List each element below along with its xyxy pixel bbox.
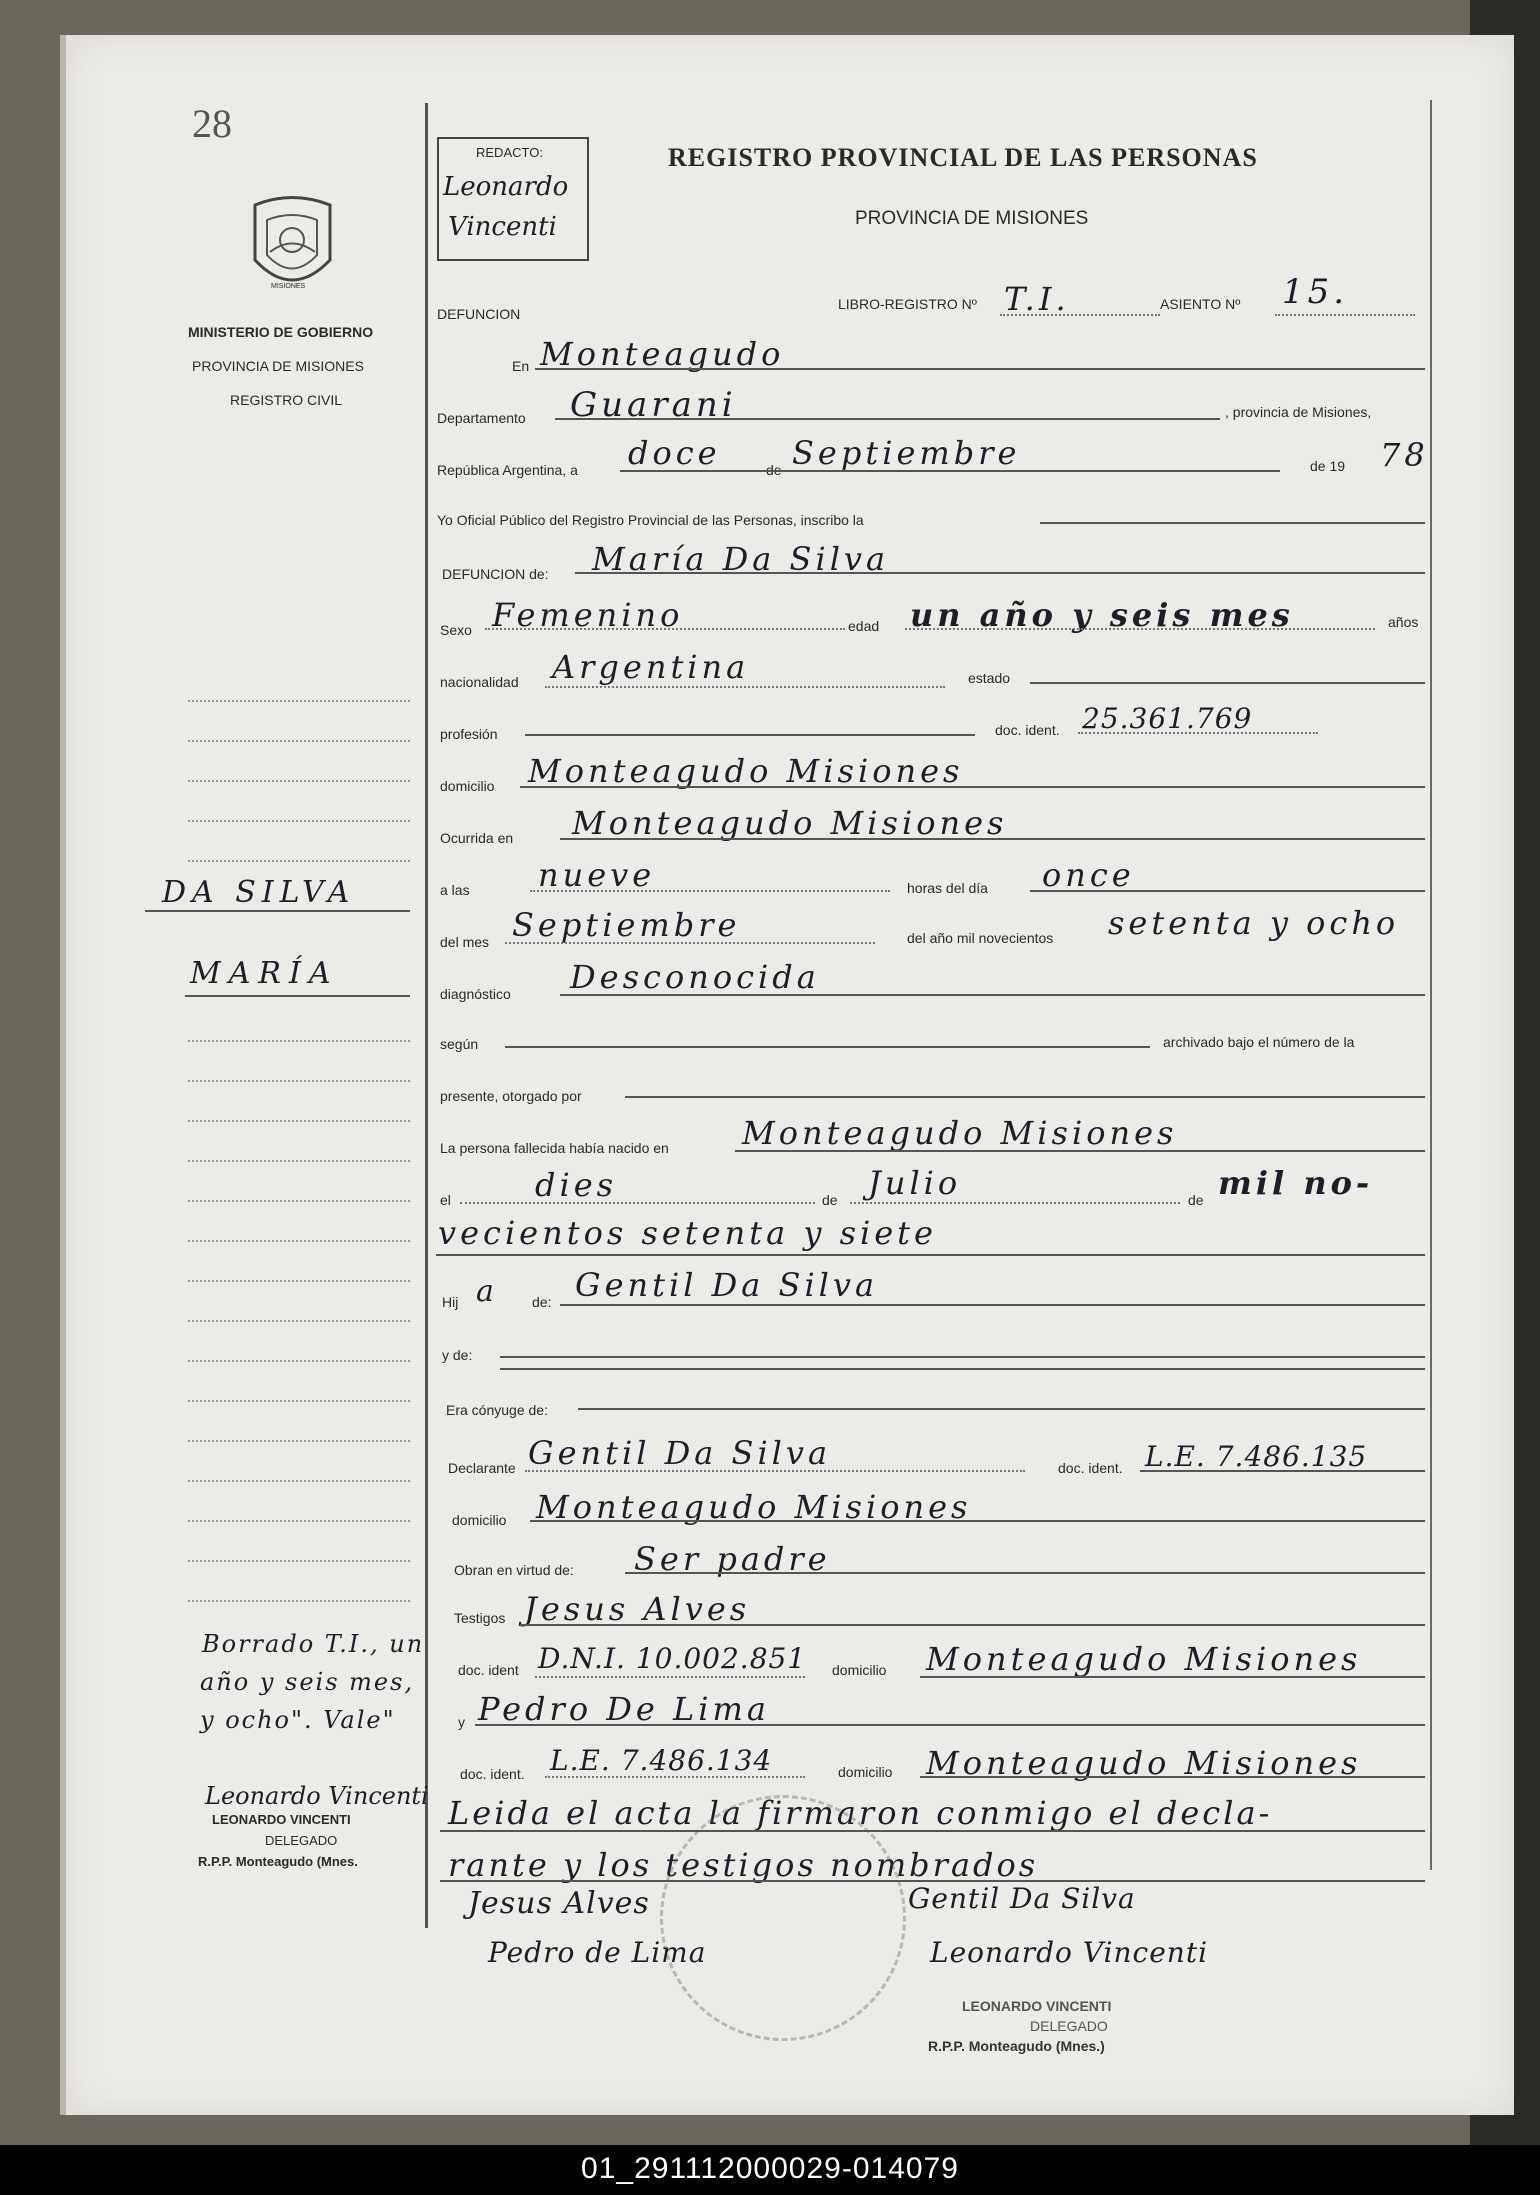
margin-surname-line <box>145 910 410 912</box>
declarante-doc-value: L.E. 7.486.135 <box>1145 1440 1368 1473</box>
segun-label: según <box>440 1036 479 1052</box>
en-line <box>535 368 1425 370</box>
segun-line <box>505 1046 1150 1048</box>
nacido-line <box>735 1150 1425 1152</box>
hij-suffix: a <box>476 1274 498 1309</box>
record-type: DEFUNCION <box>437 306 521 322</box>
margin-rule <box>188 1200 410 1202</box>
domicilio-line <box>520 786 1425 788</box>
margin-rule <box>188 1360 410 1362</box>
departamento-value: Guarani <box>570 385 737 425</box>
declarante-doc-label: doc. ident. <box>1058 1460 1123 1476</box>
margin-rule <box>188 1520 410 1522</box>
margin-stamp-1: LEONARDO VINCENTI <box>212 1812 351 1827</box>
defuncion-line <box>575 572 1425 574</box>
del-mes-label: del mes <box>440 934 490 950</box>
hij-label: Hij <box>442 1294 459 1310</box>
edad-label: edad <box>848 618 880 634</box>
doc-ident-line <box>1078 732 1318 734</box>
margin-stamp-2: DELEGADO <box>265 1833 338 1848</box>
margin-rule <box>188 1480 410 1482</box>
testigos-line <box>520 1624 1425 1626</box>
domicilio-label: domicilio <box>440 778 495 794</box>
y-de-line <box>500 1356 1425 1358</box>
redacto-name-1: Leonardo <box>443 172 569 202</box>
margin-rule <box>188 1080 410 1082</box>
domicilio2-value: Monteagudo Misiones <box>536 1488 972 1526</box>
t2-line <box>475 1724 1425 1726</box>
margin-rule <box>188 1240 410 1242</box>
del-mes-value: Septiembre <box>512 906 741 944</box>
conyuge-line <box>578 1408 1425 1410</box>
el-line <box>460 1202 815 1204</box>
oficial-line <box>1040 522 1425 524</box>
de3-label: de <box>1188 1192 1204 1208</box>
closing-underline-1 <box>440 1830 1425 1832</box>
a-las-line <box>530 890 890 892</box>
ministry-registry: REGISTRO CIVIL <box>230 392 343 408</box>
margin-rule <box>188 1120 410 1122</box>
margin-correction-1: Borrado T.I., un <box>202 1630 425 1658</box>
year-label: de 19 <box>1310 458 1346 474</box>
margin-rule <box>188 1160 410 1162</box>
en-value: Monteagudo <box>540 335 785 373</box>
de2-value: Julio <box>868 1164 962 1202</box>
margin-rule <box>188 1040 410 1042</box>
archivado-label: archivado bajo el número de la <box>1163 1034 1355 1050</box>
t1-doc-line <box>535 1676 805 1678</box>
presente-label: presente, otorgado por <box>440 1088 582 1104</box>
t1-doc-label: doc. ident <box>458 1662 519 1678</box>
nacionalidad-line <box>545 686 945 688</box>
declarante-value: Gentil Da Silva <box>528 1434 832 1472</box>
continuation-value: vecientos setenta y siete <box>438 1214 937 1252</box>
margin-signature: Leonardo Vincenti <box>205 1782 429 1810</box>
t2-dom-label: domicilio <box>838 1764 893 1780</box>
departamento-label: Departamento <box>437 410 526 426</box>
diagnostico-value: Desconocida <box>570 958 820 996</box>
t2-dom-value: Monteagudo Misiones <box>926 1744 1362 1782</box>
margin-divider <box>425 103 428 1928</box>
obran-value: Ser padre <box>634 1540 831 1578</box>
a-las-label: a las <box>440 882 470 898</box>
conyuge-label: Era cónyuge de: <box>446 1402 548 1418</box>
ocurrida-label: Ocurrida en <box>440 830 514 846</box>
asiento-label: ASIENTO Nº <box>1160 296 1241 312</box>
redacto-label: REDACTO: <box>476 145 543 160</box>
nacionalidad-label: nacionalidad <box>440 674 519 690</box>
seal-text: MISIONES <box>271 283 306 290</box>
mes-value: Septiembre <box>792 434 1021 472</box>
signature-leonardo: Leonardo Vincenti <box>930 1936 1209 1969</box>
asiento-value: 15. <box>1282 272 1349 312</box>
oficial-text: Yo Oficial Público del Registro Provincial de las Personas, inscribo la <box>437 512 864 528</box>
doc-ident-value: 25.361.769 <box>1082 702 1253 735</box>
presente-line <box>625 1096 1425 1098</box>
sexo-label: Sexo <box>440 622 472 638</box>
nacionalidad-value: Argentina <box>552 648 750 686</box>
asiento-line <box>1275 314 1415 316</box>
t1-dom-line <box>920 1676 1425 1678</box>
el-label: el <box>440 1192 451 1208</box>
margin-correction-2: año y seis mes, <box>200 1668 415 1696</box>
nacido-value: Monteagudo Misiones <box>742 1114 1178 1152</box>
t2-doc-value: L.E. 7.486.134 <box>550 1744 773 1777</box>
margin-name-line <box>185 995 410 997</box>
margin-surname: DA SILVA <box>162 875 356 910</box>
obran-line <box>625 1572 1425 1574</box>
document-subtitle: PROVINCIA DE MISIONES <box>855 208 1089 229</box>
right-border <box>1430 100 1432 1870</box>
margin-rule <box>188 780 410 782</box>
t1-dom-value: Monteagudo Misiones <box>926 1640 1362 1678</box>
fecha-line <box>620 470 1280 472</box>
diagnostico-line <box>560 994 1425 996</box>
defuncion-de-value: María Da Silva <box>592 540 890 578</box>
estado-line <box>1030 682 1425 684</box>
year-value: 78 <box>1380 436 1429 474</box>
libro-label: LIBRO-REGISTRO Nº <box>838 296 977 312</box>
official-stamp-line-1: LEONARDO VINCENTI <box>962 1998 1112 2014</box>
declarante-doc-line <box>1140 1470 1425 1472</box>
closing-line-2: rante y los testigos nombrados <box>448 1846 1039 1884</box>
margin-rule <box>188 700 410 702</box>
libro-line <box>1000 314 1160 316</box>
anos-label: años <box>1388 614 1419 630</box>
official-round-stamp <box>660 1795 906 2041</box>
defuncion-de-label: DEFUNCION de: <box>442 566 549 582</box>
provincia-suffix: , provincia de Misiones, <box>1225 404 1372 420</box>
dia-value: doce <box>628 434 721 472</box>
republica-label: República Argentina, a <box>437 462 578 478</box>
del-ano-label: del año mil novecientos <box>907 930 1054 946</box>
estado-label: estado <box>968 670 1011 686</box>
hij-de-label: de: <box>532 1294 552 1310</box>
de2-line <box>850 1202 1180 1204</box>
ministry-province: PROVINCIA DE MISIONES <box>192 358 364 374</box>
t2-doc-label: doc. ident. <box>460 1766 525 1782</box>
en-label: En <box>512 358 530 374</box>
edad-value: un año y seis mes <box>910 596 1294 634</box>
domicilio2-line <box>530 1520 1425 1522</box>
t2-doc-line <box>545 1776 805 1778</box>
redacto-name-2: Vincenti <box>448 212 557 242</box>
margin-given-name: MARÍA <box>190 956 339 991</box>
declarante-line <box>525 1470 1025 1472</box>
hij-de-value: Gentil Da Silva <box>575 1266 879 1304</box>
margin-rule <box>188 1440 410 1442</box>
closing-line-1: Leida el acta la firmaron conmigo el decla- <box>448 1794 1273 1832</box>
domicilio2-label: domicilio <box>452 1512 507 1528</box>
de2-label: de <box>822 1192 838 1208</box>
y-label: y <box>458 1714 465 1730</box>
margin-stamp-3: R.P.P. Monteagudo (Mnes. <box>198 1854 358 1869</box>
obran-label: Obran en virtud de: <box>454 1562 574 1578</box>
libro-value: T.I. <box>1004 280 1070 318</box>
margin-rule <box>188 1400 410 1402</box>
horas-value: once <box>1042 856 1135 894</box>
signature-pedro: Pedro de Lima <box>488 1936 707 1969</box>
ocurrida-value: Monteagudo Misiones <box>572 804 1008 842</box>
del-mes-line <box>505 942 875 944</box>
sexo-value: Femenino <box>492 596 684 634</box>
horas-line <box>1030 890 1425 892</box>
domicilio-value: Monteagudo Misiones <box>528 752 964 790</box>
el-value: dies <box>535 1166 618 1204</box>
y-de-line-2 <box>500 1368 1425 1370</box>
ministry-heading: MINISTERIO DE GOBIERNO <box>188 324 374 340</box>
margin-correction-3: y ocho". Vale" <box>200 1706 396 1734</box>
signature-jesus: Jesus Alves <box>468 1886 650 1921</box>
t1-dom-label: domicilio <box>832 1662 887 1678</box>
doc-ident-label: doc. ident. <box>995 722 1060 738</box>
departamento-line <box>555 418 1220 420</box>
margin-rule <box>188 1280 410 1282</box>
t1-doc-value: D.N.I. 10.002.851 <box>538 1642 807 1675</box>
profesion-label: profesión <box>440 726 498 742</box>
diagnostico-label: diagnóstico <box>440 986 511 1002</box>
margin-rule <box>188 820 410 822</box>
margin-rule <box>188 1600 410 1602</box>
t2-value: Pedro De Lima <box>478 1690 770 1728</box>
official-stamp-line-2: DELEGADO <box>1030 2018 1108 2034</box>
a-las-value: nueve <box>538 856 656 894</box>
margin-rule <box>188 740 410 742</box>
margin-rule <box>188 1560 410 1562</box>
edad-line <box>905 628 1375 630</box>
sexo-line <box>485 628 845 630</box>
y-de-label: y de: <box>442 1347 473 1363</box>
document-title: REGISTRO PROVINCIAL DE LAS PERSONAS <box>668 143 1258 172</box>
profesion-line <box>525 734 975 736</box>
footer-identifier: 01_291112000029-014079 <box>581 2152 959 2185</box>
testigos-label: Testigos <box>454 1610 506 1626</box>
margin-rule <box>188 1320 410 1322</box>
testigos-value: Jesus Alves <box>524 1590 751 1628</box>
t2-dom-line <box>920 1776 1425 1778</box>
page-number: 28 <box>192 101 232 146</box>
de3-value: mil no- <box>1218 1164 1374 1202</box>
de-label: de <box>766 462 782 478</box>
horas-label: horas del día <box>907 880 988 896</box>
continuation-line <box>436 1254 1425 1256</box>
declarante-label: Declarante <box>448 1460 516 1476</box>
hij-line <box>560 1304 1425 1306</box>
ocurrida-line <box>560 838 1425 840</box>
nacido-label: La persona fallecida había nacido en <box>440 1140 669 1156</box>
del-ano-value: setenta y ocho <box>1108 904 1400 942</box>
margin-rule <box>188 860 410 862</box>
official-stamp-line-3: R.P.P. Monteagudo (Mnes.) <box>928 2038 1105 2054</box>
signature-gentil: Gentil Da Silva <box>908 1882 1136 1915</box>
